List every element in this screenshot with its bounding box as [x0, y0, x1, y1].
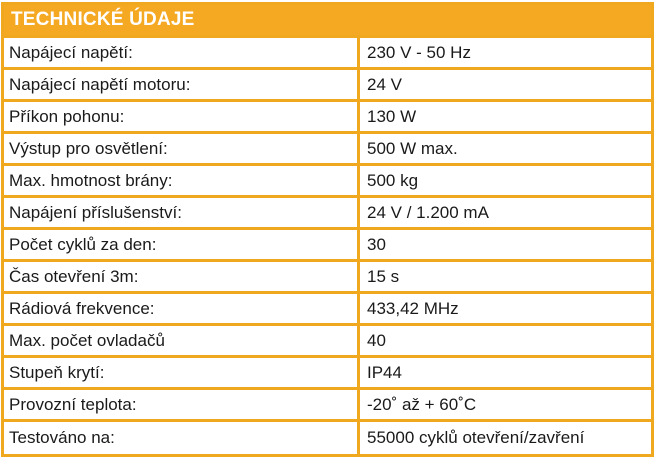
table-row [4, 102, 651, 134]
row-label: Počet cyklů za den: [4, 230, 360, 259]
row-label: Napájení příslušenství: [4, 198, 360, 227]
table-row [4, 38, 651, 70]
row-value: 130 W [367, 106, 417, 126]
table-row [4, 422, 651, 454]
table-row [4, 294, 651, 326]
row-value: 500 W max. [367, 138, 458, 158]
row-value: 230 V - 50 Hz [367, 42, 471, 62]
row-value: -20˚ až + 60˚C [367, 394, 477, 414]
table-row [4, 230, 651, 262]
row-value: 40 [367, 330, 386, 350]
row-label: Rádiová frekvence: [4, 294, 360, 323]
row-label: Testováno na: [4, 422, 360, 454]
row-value: 24 V [367, 74, 402, 94]
table-row [4, 70, 651, 102]
row-label: Stupeň krytí: [4, 358, 360, 387]
row-label: Provozní teplota: [4, 390, 360, 419]
row-value: 24 V / 1.200 mA [367, 202, 489, 222]
row-label: Max. hmotnost brány: [4, 166, 360, 195]
table-row [4, 262, 651, 294]
table-row [4, 326, 651, 358]
row-value: 30 [367, 234, 386, 254]
table-header [4, 5, 651, 38]
technical-specs-table [1, 2, 654, 457]
row-label: Napájecí napětí motoru: [4, 70, 360, 99]
table-title: TECHNICKÉ ÚDAJE [11, 9, 195, 30]
row-label: Čas otevření 3m: [4, 262, 360, 291]
row-value: IP44 [367, 362, 402, 382]
row-label: Příkon pohonu: [4, 102, 360, 131]
table-row [4, 358, 651, 390]
table-row [4, 390, 651, 422]
row-label: Max. počet ovladačů [4, 326, 360, 355]
row-value: 15 s [367, 266, 400, 286]
row-value: 433,42 MHz [367, 298, 459, 318]
table-body [4, 38, 651, 454]
row-label: Výstup pro osvětlení: [4, 134, 360, 163]
table-row [4, 134, 651, 166]
row-value: 500 kg [367, 170, 419, 190]
table-row [4, 166, 651, 198]
table-row [4, 198, 651, 230]
row-label: Napájecí napětí: [4, 38, 360, 67]
row-value: 55000 cyklů otevření/zavření [367, 428, 585, 447]
